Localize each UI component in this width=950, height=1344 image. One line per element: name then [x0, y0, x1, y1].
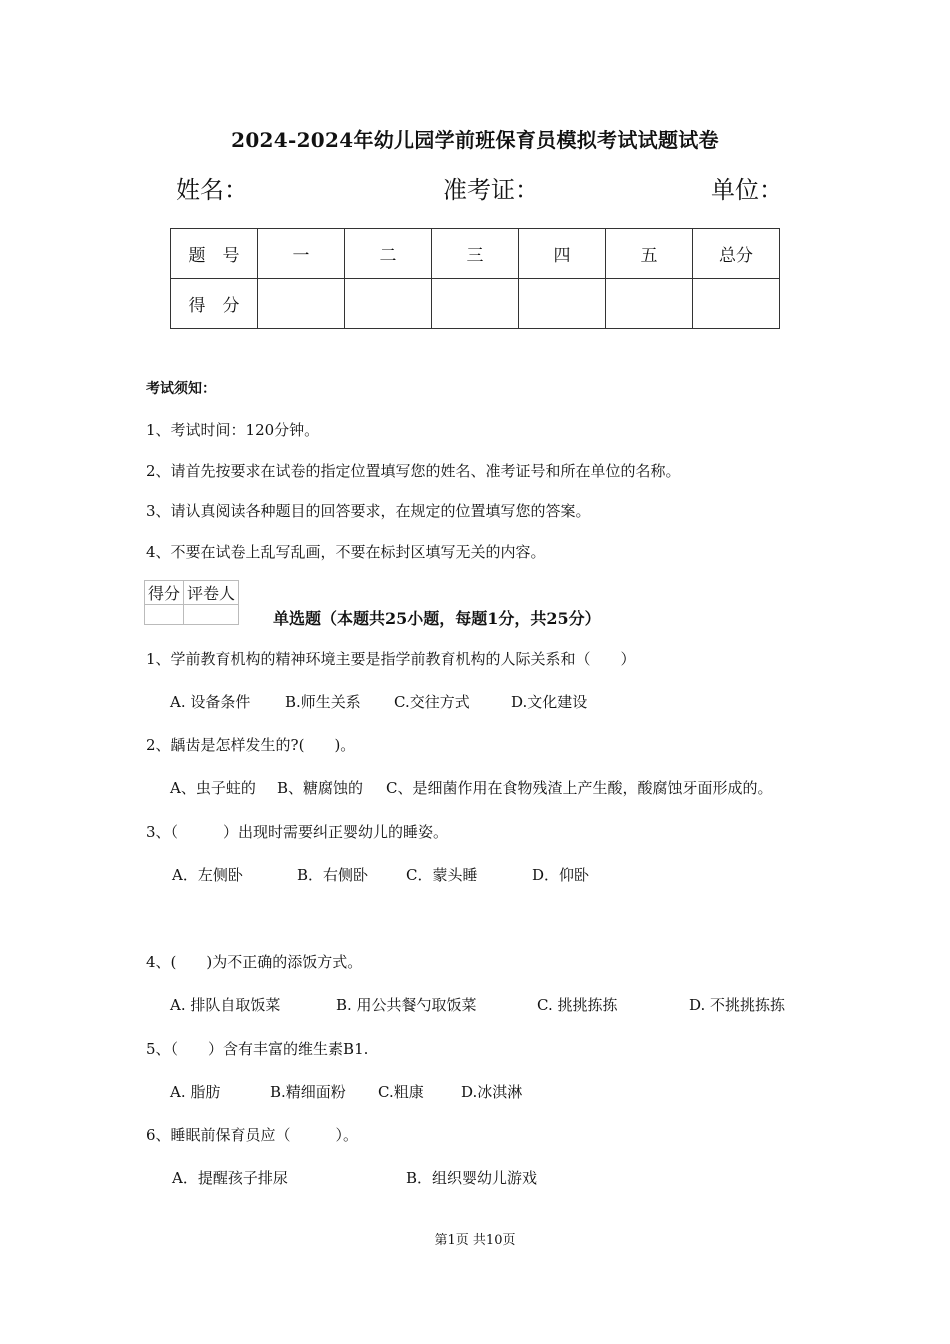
option: C.粗康	[378, 1083, 424, 1101]
notice-item: 2、请首先按要求在试卷的指定位置填写您的姓名、准考证号和所在单位的名称。	[146, 462, 681, 480]
section-title: 单选题（本题共25小题，每题1分，共25分）	[273, 609, 601, 628]
score-table-score-row	[171, 279, 780, 329]
grader-box	[144, 580, 239, 625]
score-cell[interactable]	[606, 279, 693, 329]
option: B．组织婴幼儿游戏	[406, 1169, 538, 1187]
score-table-header-cell: 总分	[693, 229, 780, 279]
question-stem: 2、龋齿是怎样发生的?( )。	[146, 736, 356, 754]
page-footer: 第1页 共10页	[434, 1233, 516, 1248]
unit-field-label: 单位：	[711, 176, 783, 204]
option: D.文化建设	[511, 693, 588, 711]
score-cell[interactable]	[432, 279, 519, 329]
option: C. 挑挑拣拣	[537, 996, 618, 1014]
exam-id-field-label: 准考证：	[443, 176, 539, 204]
grader-box-grader-cell[interactable]	[184, 605, 239, 625]
option: C．蒙头睡	[406, 866, 478, 884]
option: D. 不挑挑拣拣	[689, 996, 786, 1014]
option: D.冰淇淋	[461, 1083, 523, 1101]
option: D．仰卧	[532, 866, 590, 884]
question-stem: 3、（ ）出现时需要纠正婴幼儿的睡姿。	[146, 823, 449, 841]
option: B、糖腐蚀的	[277, 779, 364, 797]
score-table-header-cell: 四	[519, 229, 606, 279]
option: A、虫子蛀的	[170, 779, 256, 797]
option: A. 设备条件	[170, 693, 251, 711]
option: A. 排队自取饭菜	[170, 996, 281, 1014]
grader-box-score-cell[interactable]	[145, 605, 184, 625]
notice-heading: 考试须知：	[146, 381, 216, 397]
option: A．左侧卧	[172, 866, 243, 884]
option: B.师生关系	[285, 693, 361, 711]
option: A．提醒孩子排尿	[172, 1169, 288, 1187]
option: C.交往方式	[394, 693, 470, 711]
score-row-label: 得 分	[171, 279, 258, 329]
option: B. 用公共餐勺取饭菜	[336, 996, 477, 1014]
option: B．右侧卧	[297, 866, 369, 884]
score-cell[interactable]	[519, 279, 606, 329]
notice-item: 1、考试时间：120分钟。	[146, 421, 320, 439]
question-stem: 4、( )为不正确的添饭方式。	[146, 953, 363, 971]
question-stem: 6、睡眠前保育员应（ ）。	[146, 1126, 359, 1144]
option: A. 脂肪	[170, 1083, 221, 1101]
score-table-header-cell: 题 号	[171, 229, 258, 279]
option: B.精细面粉	[270, 1083, 346, 1101]
score-table-header-cell: 一	[258, 229, 345, 279]
grader-box-score-label: 得分	[145, 581, 184, 605]
question-stem: 1、学前教育机构的精神环境主要是指学前教育机构的人际关系和（ ）	[146, 650, 636, 668]
score-table	[170, 228, 780, 329]
option: C、是细菌作用在食物残渣上产生酸，酸腐蚀牙面形成的。	[386, 779, 773, 797]
score-table-header-cell: 三	[432, 229, 519, 279]
notice-item: 4、不要在试卷上乱写乱画，不要在标封区填写无关的内容。	[146, 543, 546, 561]
score-cell[interactable]	[258, 279, 345, 329]
score-table-header-cell: 五	[606, 229, 693, 279]
name-field-label: 姓名：	[176, 176, 248, 204]
notice-item: 3、请认真阅读各种题目的回答要求，在规定的位置填写您的答案。	[146, 502, 591, 520]
grader-box-grader-label: 评卷人	[184, 581, 239, 605]
score-table-header-row	[171, 229, 780, 279]
page-title: 2024-2024年幼儿园学前班保育员模拟考试试题试卷	[231, 128, 719, 152]
question-stem: 5、（ ）含有丰富的维生素B1.	[146, 1040, 369, 1058]
score-cell[interactable]	[693, 279, 780, 329]
score-cell[interactable]	[345, 279, 432, 329]
score-table-header-cell: 二	[345, 229, 432, 279]
